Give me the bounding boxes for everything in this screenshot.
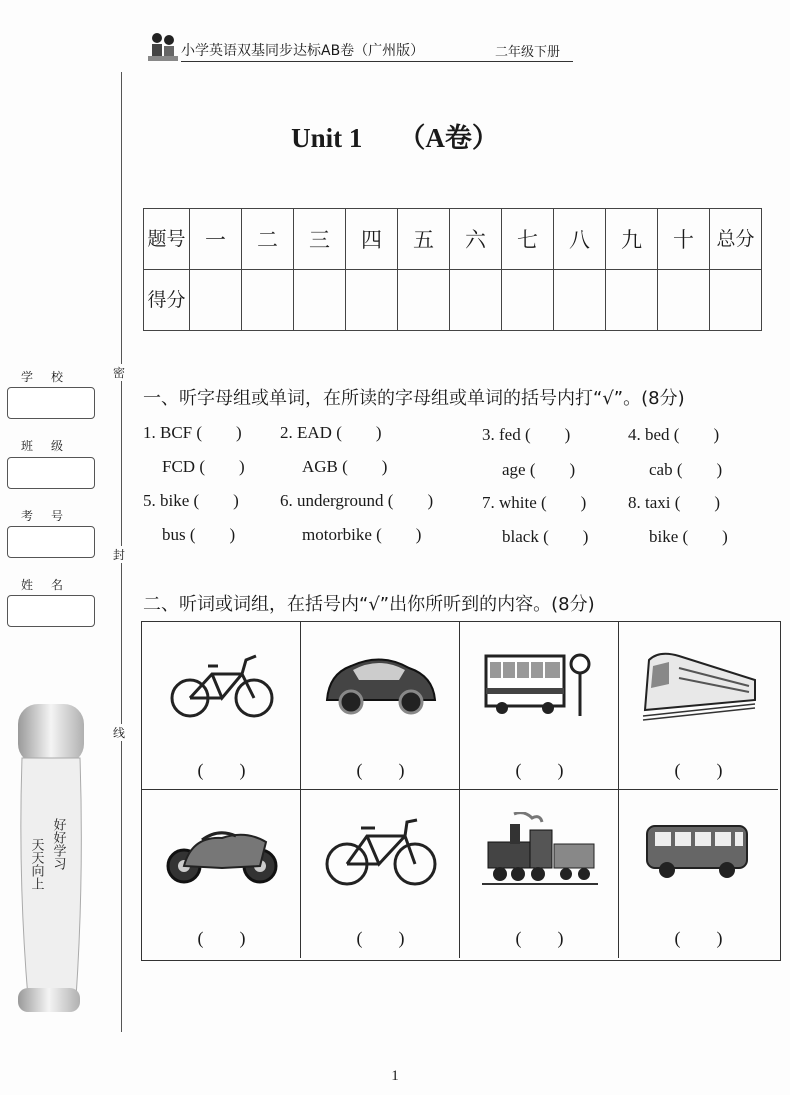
s1-item[interactable]: bike ( ): [649, 527, 728, 546]
binding-char-line: 线: [113, 726, 126, 740]
score-table-score-row: [144, 270, 762, 331]
col-9: 九: [606, 209, 658, 270]
grade-label: 二年级下册: [495, 45, 561, 60]
score-cell[interactable]: [450, 270, 502, 331]
section2-title: 二、听词或词组，在括号内“√”出你所听到的内容。(8分): [143, 594, 595, 615]
name-field[interactable]: [7, 595, 95, 627]
reading-kids-icon: [143, 28, 183, 68]
picture-cell: [460, 622, 619, 790]
score-cell[interactable]: [190, 270, 242, 331]
s1-item[interactable]: 5. bike ( ): [143, 491, 239, 510]
score-table-header-row: [144, 209, 762, 270]
bike-icon: [321, 812, 441, 892]
motorbike-icon: [162, 812, 282, 892]
page-header: [143, 28, 573, 64]
class-field[interactable]: [7, 457, 95, 489]
answer-bracket[interactable]: ( ): [197, 928, 246, 948]
score-cell[interactable]: [398, 270, 450, 331]
picture-cell: [619, 790, 778, 958]
answer-bracket[interactable]: ( ): [356, 928, 405, 948]
scroll-text-1: 天天向上: [28, 838, 44, 890]
class-label: 班级: [20, 439, 81, 453]
picture-cell: [619, 622, 778, 790]
score-table: [143, 208, 762, 331]
s1-item[interactable]: 3. fed ( ): [482, 425, 571, 444]
exam-number-field[interactable]: [7, 526, 95, 558]
unit-title: Unit 1: [291, 123, 363, 153]
exam-number-label: 考号: [20, 509, 81, 523]
s1-item[interactable]: FCD ( ): [162, 457, 245, 476]
col-7: 七: [502, 209, 554, 270]
s1-item[interactable]: cab ( ): [649, 460, 723, 479]
page-number: 1: [391, 1068, 399, 1084]
header-rule: [181, 61, 573, 62]
car-icon: [321, 644, 441, 724]
picture-cell: [142, 622, 301, 790]
answer-bracket[interactable]: ( ): [674, 760, 723, 780]
picture-cell: [301, 790, 460, 958]
answer-bracket[interactable]: ( ): [197, 760, 246, 780]
s1-item[interactable]: 4. bed ( ): [628, 425, 720, 444]
col-total: 总分: [710, 209, 762, 270]
paper-title: （A卷）: [398, 123, 499, 153]
col-3: 三: [294, 209, 346, 270]
row-head-score: 得分: [144, 270, 190, 331]
score-cell[interactable]: [346, 270, 398, 331]
series-title: 小学英语双基同步达标AB卷（广州版）: [181, 43, 425, 59]
page-title: [0, 116, 790, 155]
answer-bracket[interactable]: ( ): [674, 928, 723, 948]
s1-item[interactable]: black ( ): [502, 527, 589, 546]
s1-item[interactable]: 6. underground ( ): [280, 491, 434, 510]
score-cell[interactable]: [294, 270, 346, 331]
col-5: 五: [398, 209, 450, 270]
section1-title: 一、听字母组或单词，在所读的字母组或单词的括号内打“√”。(8分): [143, 388, 685, 409]
underground-train-icon: [639, 644, 759, 724]
score-cell[interactable]: [658, 270, 710, 331]
scroll-text-2: 好好学习: [50, 818, 66, 870]
col-4: 四: [346, 209, 398, 270]
binding-char-seal2: 封: [113, 548, 126, 562]
s1-item[interactable]: 1. BCF ( ): [143, 423, 242, 442]
school-field[interactable]: [7, 387, 95, 419]
s1-item[interactable]: age ( ): [502, 460, 576, 479]
bus-stop-icon: [480, 644, 600, 724]
s1-item[interactable]: 8. taxi ( ): [628, 493, 721, 512]
picture-cell: [301, 622, 460, 790]
binding-char-seal: 密: [113, 366, 126, 380]
col-6: 六: [450, 209, 502, 270]
col-1: 一: [190, 209, 242, 270]
score-cell[interactable]: [502, 270, 554, 331]
s1-item[interactable]: 2. EAD ( ): [280, 423, 382, 442]
picture-cell: [142, 790, 301, 958]
name-label: 姓名: [20, 578, 81, 592]
bicycle-icon: [162, 644, 282, 724]
school-label: 学校: [20, 370, 81, 384]
answer-bracket[interactable]: ( ): [356, 760, 405, 780]
picture-cell: [460, 790, 619, 958]
s1-item[interactable]: 7. white ( ): [482, 493, 587, 512]
answer-bracket[interactable]: ( ): [515, 760, 564, 780]
score-cell[interactable]: [242, 270, 294, 331]
picture-grid: [141, 621, 781, 961]
answer-bracket[interactable]: ( ): [515, 928, 564, 948]
s1-item[interactable]: motorbike ( ): [302, 525, 422, 544]
score-cell[interactable]: [606, 270, 658, 331]
col-10: 十: [658, 209, 710, 270]
scroll-decoration-icon: [14, 698, 90, 1018]
col-2: 二: [242, 209, 294, 270]
steam-train-icon: [480, 812, 600, 892]
col-8: 八: [554, 209, 606, 270]
score-cell-total[interactable]: [710, 270, 762, 331]
s1-item[interactable]: AGB ( ): [302, 457, 388, 476]
s1-item[interactable]: bus ( ): [162, 525, 236, 544]
bus-icon: [639, 812, 759, 892]
score-cell[interactable]: [554, 270, 606, 331]
row-head-number: 题号: [144, 209, 190, 270]
